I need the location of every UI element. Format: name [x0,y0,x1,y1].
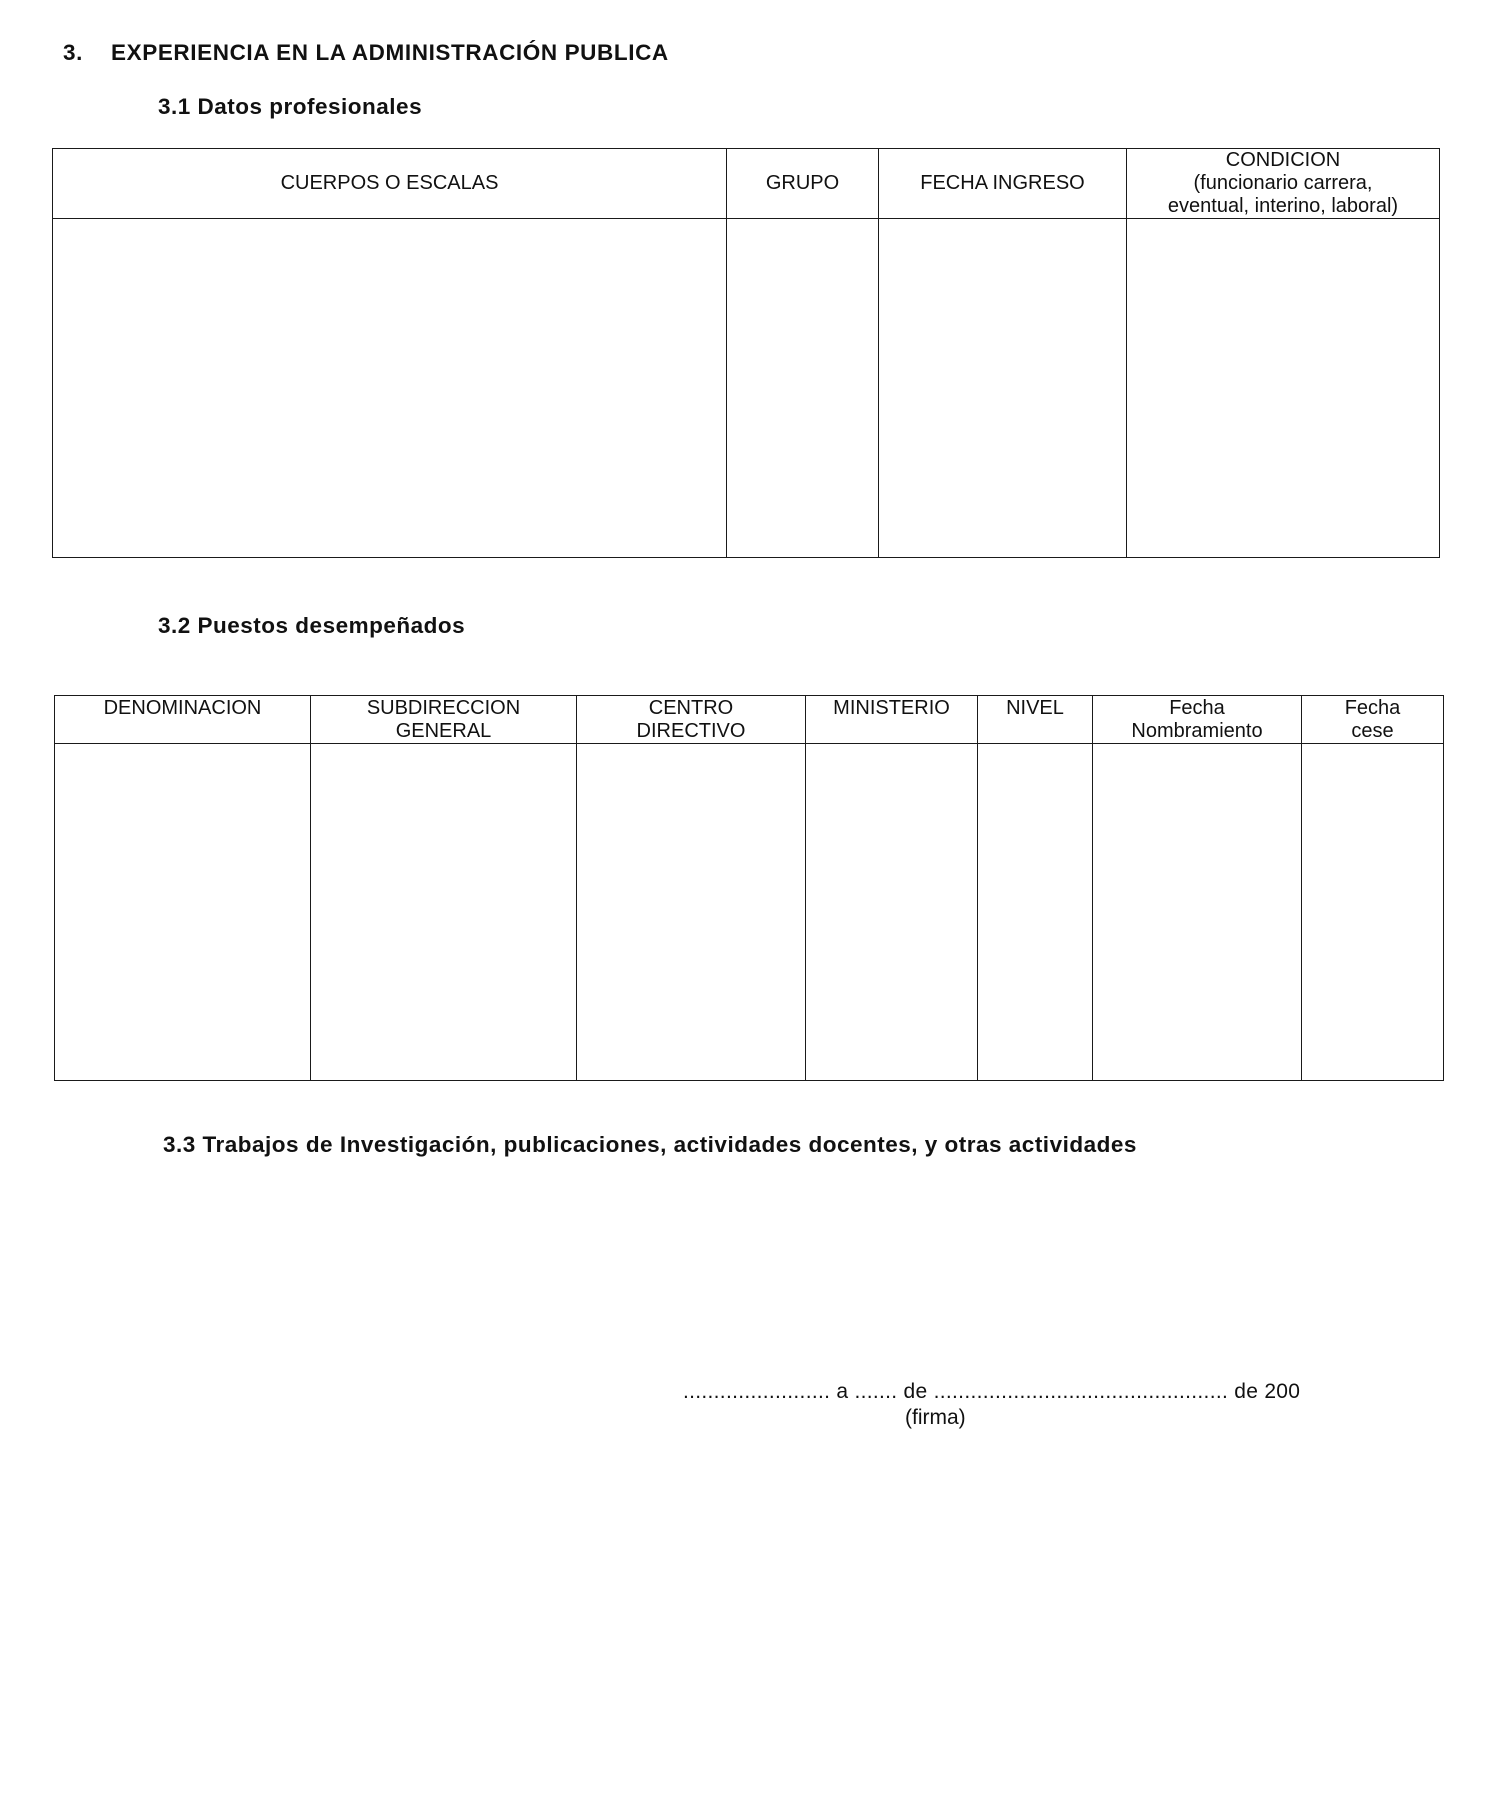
column-header-centro-directivo [577,696,806,744]
column-header-condicion [1127,149,1440,219]
centro-directivo-cell[interactable] [577,744,806,1081]
table-header-row [53,149,1440,219]
column-header-nivel: NIVEL [978,696,1093,744]
denominacion-cell[interactable] [55,744,311,1081]
table-row [55,744,1444,1081]
centro-label-line-2: DIRECTIVO [636,720,746,742]
datos-profesionales-table [52,148,1440,558]
column-header-ministerio: MINISTERIO [806,696,978,744]
condicion-cell[interactable] [1127,219,1440,558]
column-header-grupo: GRUPO [727,149,879,219]
column-header-fecha-cese [1302,696,1444,744]
grupo-cell[interactable] [727,219,879,558]
subsection-heading-trabajos: 3.3 Trabajos de Investigación, publicaciones, actividades docentes, y otras actividades [163,1132,1137,1157]
section-title-text: EXPERIENCIA EN LA ADMINISTRACIÓN PUBLICA [111,40,669,65]
column-header-fecha-ingreso: FECHA INGRESO [879,149,1127,219]
column-header-denominacion: DENOMINACION [55,696,311,744]
subdireccion-label-line-1: SUBDIRECCION [366,697,521,719]
fecha-nombramiento-line-2: Nombramiento [1131,720,1263,742]
table-header-row [55,696,1444,744]
table-row [53,219,1440,558]
nivel-cell[interactable] [978,744,1093,1081]
centro-label-line-1: CENTRO [648,697,734,719]
condicion-label: CONDICION [1225,149,1341,171]
section-title [63,40,669,66]
signature-caption: (firma) [905,1406,966,1429]
fecha-cese-line-1: Fecha [1344,697,1401,719]
subsection-heading-puestos: 3.2 Puestos desempeñados [158,613,466,638]
signature-date-line[interactable]: ........................ a ....... de ................................................ de 200 [683,1380,1301,1403]
fecha-nombramiento-line-1: Fecha [1169,697,1225,719]
fecha-cese-cell[interactable] [1302,744,1444,1081]
fecha-nombramiento-cell[interactable] [1093,744,1302,1081]
cuerpos-escalas-cell[interactable] [53,219,727,558]
column-header-cuerpos-escalas: CUERPOS O ESCALAS [53,149,727,219]
column-header-fecha-nombramiento [1093,696,1302,744]
fecha-ingreso-cell[interactable] [879,219,1127,558]
condicion-note-line-1: (funcionario carrera, [1193,172,1373,194]
ministerio-cell[interactable] [806,744,978,1081]
column-header-subdireccion-general [311,696,577,744]
fecha-cese-line-2: cese [1351,720,1394,742]
subdireccion-general-cell[interactable] [311,744,577,1081]
section-number: 3. [63,40,83,65]
puestos-desempenados-table [54,695,1444,1081]
subsection-heading-datos-profesionales: 3.1 Datos profesionales [158,94,423,119]
condicion-note-line-2: eventual, interino, laboral) [1167,195,1399,217]
subdireccion-label-line-2: GENERAL [395,720,492,742]
